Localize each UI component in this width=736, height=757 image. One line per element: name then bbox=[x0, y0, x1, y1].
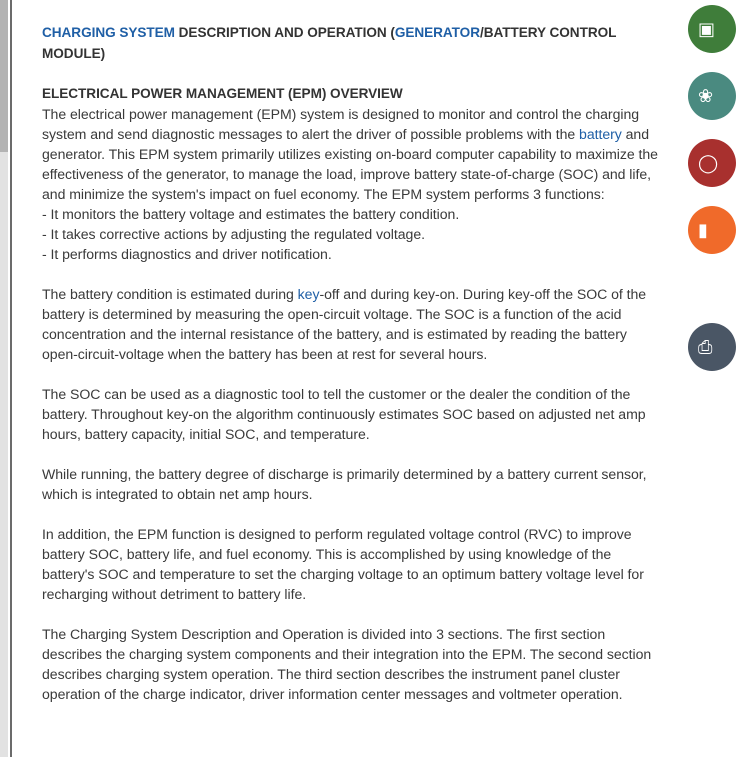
charging-system-link[interactable]: CHARGING SYSTEM bbox=[42, 25, 175, 40]
soc-paragraph: The SOC can be used as a diagnostic tool to tell the customer or the dealer the condition of the battery. Throughout key-on the algorithm continuously estimates SOC based on adjusted net amp hours, battery capacity, initial SOC, and temperature. bbox=[42, 386, 646, 442]
sections-paragraph: The Charging System Description and Operation is divided into 3 sections. The first section describes the charging system components and their integration into the EPM. The second section describes charging system operation. The third section describes the instrument panel cluster operation of the charge indicator, driver information center messages and voltmeter operation. bbox=[42, 626, 652, 702]
bookmark-icon: ▮ bbox=[698, 220, 708, 240]
circle-c-icon: ◯ bbox=[698, 153, 719, 173]
key-link[interactable]: key bbox=[297, 286, 320, 302]
intro-paragraph bbox=[42, 104, 662, 204]
list-item: - It monitors the battery voltage and estimates the battery condition. bbox=[42, 206, 460, 222]
intro-text: The electrical power management (EPM) system is designed to monitor and control the charging system and send diagnostic messages to alert the driver of possible problems with the bbox=[42, 106, 640, 142]
section-heading: ELECTRICAL POWER MANAGEMENT (EPM) OVERVIEW bbox=[42, 86, 403, 101]
document-icon: ▣ bbox=[698, 19, 716, 39]
circle-c-button[interactable] bbox=[688, 139, 736, 187]
print-icon: ⎙ bbox=[698, 337, 713, 357]
list-item: - It takes corrective actions by adjusting the regulated voltage. bbox=[42, 226, 425, 242]
generator-link[interactable]: GENERATOR bbox=[394, 25, 480, 40]
keyoff-text: The battery condition is estimated during bbox=[42, 286, 298, 302]
leaf-button[interactable] bbox=[688, 72, 736, 120]
print-button[interactable] bbox=[688, 323, 736, 371]
battery-link[interactable]: battery bbox=[579, 126, 622, 142]
functions-list bbox=[42, 204, 662, 264]
rvc-paragraph: In addition, the EPM function is designed to perform regulated voltage control (RVC) to improve battery SOC, battery life, and fuel economy. This is accomplished by using knowledge of the battery's SOC and temperature to set the charging voltage to an optimum battery voltage level for recharging without detriment to battery life. bbox=[42, 526, 644, 602]
leaf-icon: ❀ bbox=[698, 86, 714, 106]
document-content bbox=[42, 22, 662, 704]
floating-action-rail bbox=[688, 0, 719, 757]
document-button[interactable] bbox=[688, 5, 736, 53]
bookmark-button[interactable] bbox=[688, 206, 736, 254]
scrollbar-track[interactable] bbox=[0, 0, 8, 757]
list-item: - It performs diagnostics and driver notification. bbox=[42, 246, 332, 262]
title-text: DESCRIPTION AND OPERATION ( bbox=[174, 25, 395, 40]
scrollbar-thumb[interactable] bbox=[0, 0, 8, 152]
running-paragraph: While running, the battery degree of discharge is primarily determined by a battery current sensor, which is integrated to obtain net amp hours. bbox=[42, 466, 647, 502]
keyoff-text-cont: -off and during key-on. During key-off the SOC of the battery is determined by measuring the open-circuit voltage. The SOC is a function of the acid concentration and the internal resistance of the battery, and is estimated by reading the battery open-circuit-voltage when the battery has been at rest for several hours. bbox=[42, 286, 647, 362]
document-title bbox=[42, 22, 662, 64]
intro-text-cont: and generator. This EPM system primarily utilizes existing on-board computer capability to maximize the effectiveness of the generator, to manage the load, improve battery state-of-charge (SOC) and life, and minimize the system's impact on fuel economy. The EPM system performs 3 functions: bbox=[42, 126, 658, 202]
keyoff-paragraph bbox=[42, 284, 662, 364]
frame-border bbox=[10, 0, 12, 757]
title-text-end: /BATTERY CONTROL MODULE) bbox=[42, 25, 617, 61]
